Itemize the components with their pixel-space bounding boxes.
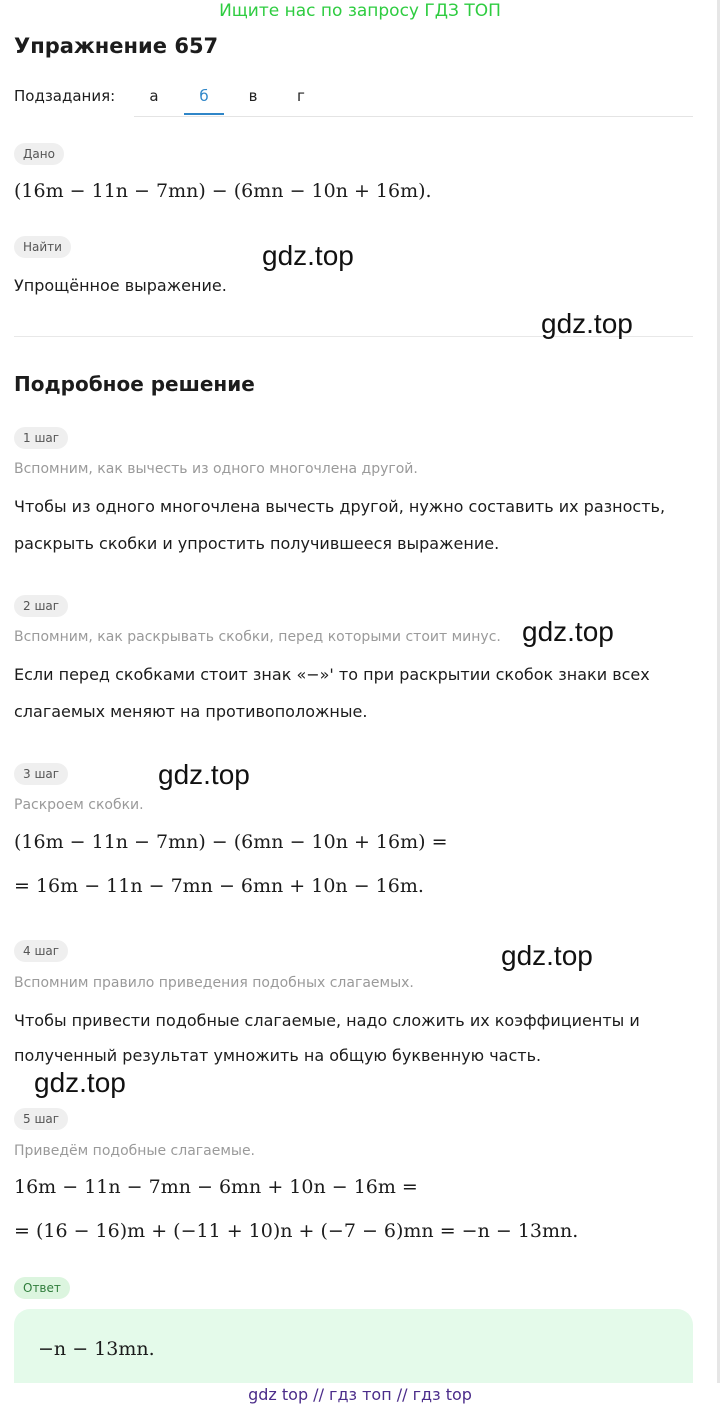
step-text-line: слагаемых меняют на противоположные.: [14, 702, 368, 721]
subtask-tabs: [134, 76, 693, 117]
tab-v[interactable]: в: [248, 87, 258, 105]
step-math-line: (16m − 11n − 7mn) − (6mn − 10n + 16m) =: [14, 831, 448, 853]
answer-value: −n − 13mn.: [38, 1338, 155, 1360]
step-chip: 2 шаг: [14, 595, 68, 617]
watermark: gdz.top: [541, 308, 633, 339]
given-expression: (16m − 11n − 7mn) − (6mn − 10n + 16m).: [14, 180, 432, 202]
step-hint: Вспомним, как раскрывать скобки, перед которыми стоит минус.: [14, 629, 501, 645]
tab-g[interactable]: г: [297, 87, 305, 105]
step-text-line: полученный результат умножить на общую буквенную часть.: [14, 1046, 542, 1065]
step-hint: Вспомним, как вычесть из одного многочлена другой.: [14, 461, 418, 477]
step-text-line: Чтобы привести подобные слагаемые, надо сложить их коэффициенты и: [14, 1011, 640, 1030]
step-chip: 4 шаг: [14, 940, 68, 962]
search-banner: Ищите нас по запросу ГДЗ ТОП: [219, 1, 501, 21]
step-hint: Раскроем скобки.: [14, 797, 144, 813]
step-chip: 5 шаг: [14, 1108, 68, 1130]
solution-title: Подробное решение: [14, 372, 255, 396]
subtasks-label: Подзадания:: [14, 87, 116, 105]
step-hint: Приведём подобные слагаемые.: [14, 1143, 256, 1159]
given-chip: Дано: [14, 143, 64, 165]
answer-chip: Ответ: [14, 1277, 70, 1299]
step-text-line: раскрыть скобки и упростить получившееся выражение.: [14, 534, 500, 553]
step-math-line: 16m − 11n − 7mn − 6mn + 10n − 16m =: [14, 1176, 418, 1198]
watermark: gdz.top: [34, 1067, 126, 1098]
step-text-line: Чтобы из одного многочлена вычесть другой, нужно составить их разность,: [14, 497, 666, 516]
step-chip: 1 шаг: [14, 427, 68, 449]
find-text: Упрощённое выражение.: [14, 276, 227, 295]
tab-a[interactable]: а: [149, 87, 159, 105]
step-text-line: Если перед скобками стоит знак «−»' то при раскрытии скобок знаки всех: [14, 665, 650, 684]
find-chip: Найти: [14, 236, 71, 258]
watermark: gdz.top: [158, 759, 250, 790]
step-math-line: = 16m − 11n − 7mn − 6mn + 10n − 16m.: [14, 875, 424, 897]
page-title: Упражнение 657: [14, 34, 219, 58]
step-chip: 3 шаг: [14, 763, 68, 785]
tab-b[interactable]: б: [184, 76, 224, 115]
watermark: gdz.top: [262, 240, 354, 271]
watermark: gdz.top: [522, 616, 614, 647]
watermark: gdz.top: [501, 940, 593, 971]
footer-links[interactable]: gdz top // гдз топ // гдз top: [0, 1383, 720, 1409]
step-math-line: = (16 − 16)m + (−11 + 10)n + (−7 − 6)mn = −n − 13mn.: [14, 1220, 579, 1242]
step-hint: Вспомним правило приведения подобных слагаемых.: [14, 975, 414, 991]
